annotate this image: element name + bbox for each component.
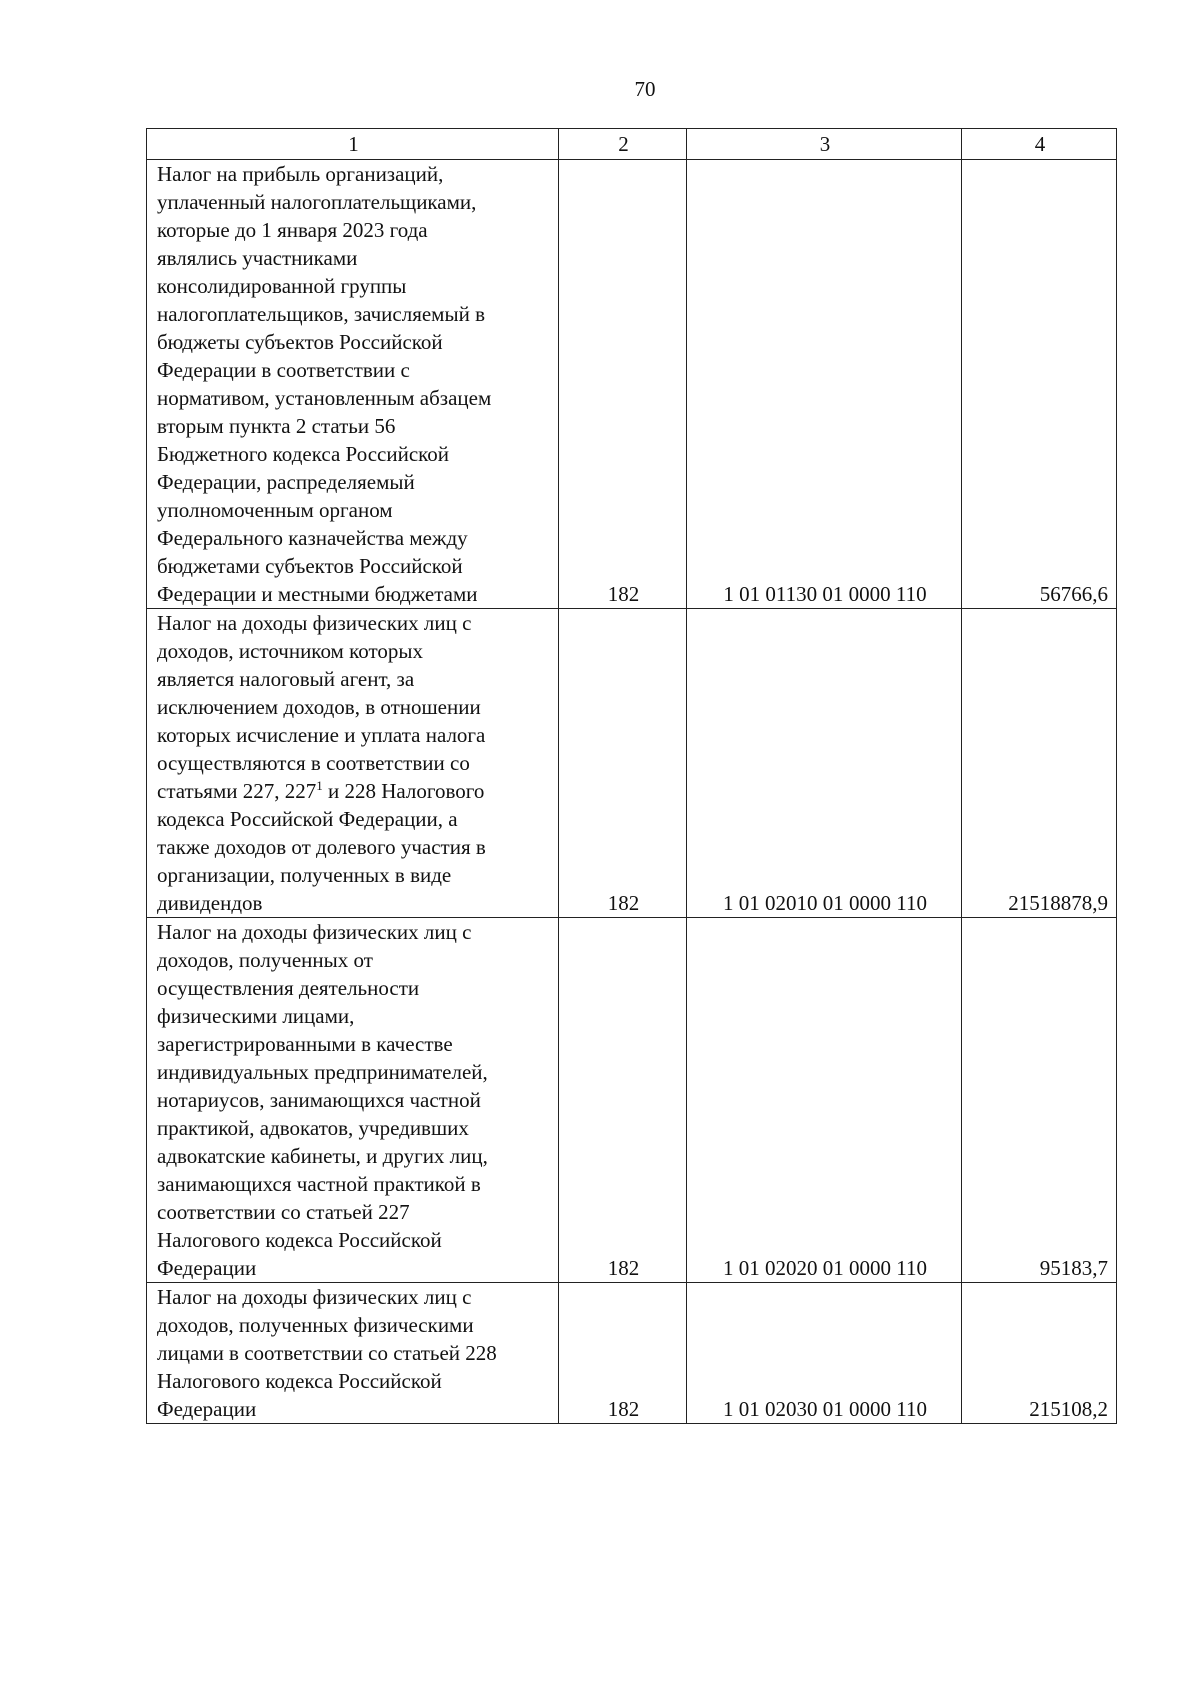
description-line: доходов, источником которых [157, 639, 423, 663]
budget-classification-code: 1 01 02010 01 0000 110 [687, 609, 962, 918]
description-line: практикой, адвокатов, учредивших [157, 1116, 469, 1140]
revenue-description [147, 918, 559, 1283]
description-line: индивидуальных предпринимателей, [157, 1060, 488, 1084]
amount: 56766,6 [962, 160, 1117, 609]
column-header-3: 3 [687, 129, 962, 160]
description-line: является налоговый агент, за [157, 667, 415, 691]
description-line: доходов, полученных от [157, 948, 373, 972]
description-line: Федерального казначейства между [157, 526, 468, 550]
table-row [147, 609, 1117, 918]
revenue-table [146, 128, 1117, 1424]
description-line: налогоплательщиков, зачисляемый в [157, 302, 485, 326]
description-line-start: статьями 227, 227 [157, 779, 317, 803]
description-line: Налог на доходы физических лиц с [157, 611, 472, 635]
description-line [157, 777, 550, 805]
description-line: бюджетами субъектов Российской [157, 554, 463, 578]
column-header-1: 1 [147, 129, 559, 160]
description-line: Налог на доходы физических лиц с [157, 1285, 472, 1309]
table-header-row [147, 129, 1117, 160]
administrator-code: 182 [559, 160, 687, 609]
description-line: занимающихся частной практикой в [157, 1172, 481, 1196]
description-line: Федерации, распределяемый [157, 470, 415, 494]
description-line: дивидендов [157, 891, 263, 915]
budget-classification-code: 1 01 01130 01 0000 110 [687, 160, 962, 609]
description-line: уполномоченным органом [157, 498, 393, 522]
description-line: которые до 1 января 2023 года [157, 218, 428, 242]
revenue-description [147, 1283, 559, 1424]
amount: 95183,7 [962, 918, 1117, 1283]
amount: 215108,2 [962, 1283, 1117, 1424]
description-line: нотариусов, занимающихся частной [157, 1088, 481, 1112]
description-line: Налог на прибыль организаций, [157, 162, 444, 186]
description-line: осуществления деятельности [157, 976, 420, 1000]
budget-classification-code: 1 01 02020 01 0000 110 [687, 918, 962, 1283]
page-number: 70 [634, 77, 656, 101]
description-line: организации, полученных в виде [157, 863, 452, 887]
administrator-code: 182 [559, 918, 687, 1283]
description-line: доходов, полученных физическими [157, 1313, 474, 1337]
administrator-code: 182 [559, 609, 687, 918]
description-line: Налогового кодекса Российской [157, 1228, 442, 1252]
administrator-code: 182 [559, 1283, 687, 1424]
budget-classification-code: 1 01 02030 01 0000 110 [687, 1283, 962, 1424]
description-line: также доходов от долевого участия в [157, 835, 486, 859]
revenue-description [147, 160, 559, 609]
description-line: Бюджетного кодекса Российской [157, 442, 450, 466]
description-line: уплаченный налогоплательщиками, [157, 190, 477, 214]
description-line: консолидированной группы [157, 274, 407, 298]
description-line: Налогового кодекса Российской [157, 1369, 442, 1393]
description-line: физическими лицами, [157, 1004, 355, 1028]
table-row [147, 160, 1117, 609]
description-line: осуществляются в соответствии со [157, 751, 470, 775]
description-line: зарегистрированными в качестве [157, 1032, 453, 1056]
column-header-4: 4 [962, 129, 1117, 160]
description-line: адвокатские кабинеты, и других лиц, [157, 1144, 488, 1168]
description-line: бюджеты субъектов Российской [157, 330, 443, 354]
description-line: лицами в соответствии со статьей 228 [157, 1341, 497, 1365]
description-line: Федерации [157, 1397, 257, 1421]
description-line: Федерации [157, 1256, 257, 1280]
column-header-2: 2 [559, 129, 687, 160]
description-line: Налог на доходы физических лиц с [157, 920, 472, 944]
superscript: 1 [316, 778, 323, 793]
description-line: которых исчисление и уплата налога [157, 723, 486, 747]
description-line: вторым пункта 2 статьи 56 [157, 414, 396, 438]
description-line: кодекса Российской Федерации, а [157, 807, 458, 831]
description-line: нормативом, установленным абзацем [157, 386, 492, 410]
table-row [147, 918, 1117, 1283]
amount: 21518878,9 [962, 609, 1117, 918]
revenue-description [147, 609, 559, 918]
table-row [147, 1283, 1117, 1424]
description-line: Федерации и местными бюджетами [157, 582, 478, 606]
description-line: Федерации в соответствии с [157, 358, 410, 382]
description-line: являлись участниками [157, 246, 358, 270]
description-line-end: и 228 Налогового [322, 779, 485, 803]
description-line: соответствии со статьей 227 [157, 1200, 410, 1224]
description-line: исключением доходов, в отношении [157, 695, 481, 719]
